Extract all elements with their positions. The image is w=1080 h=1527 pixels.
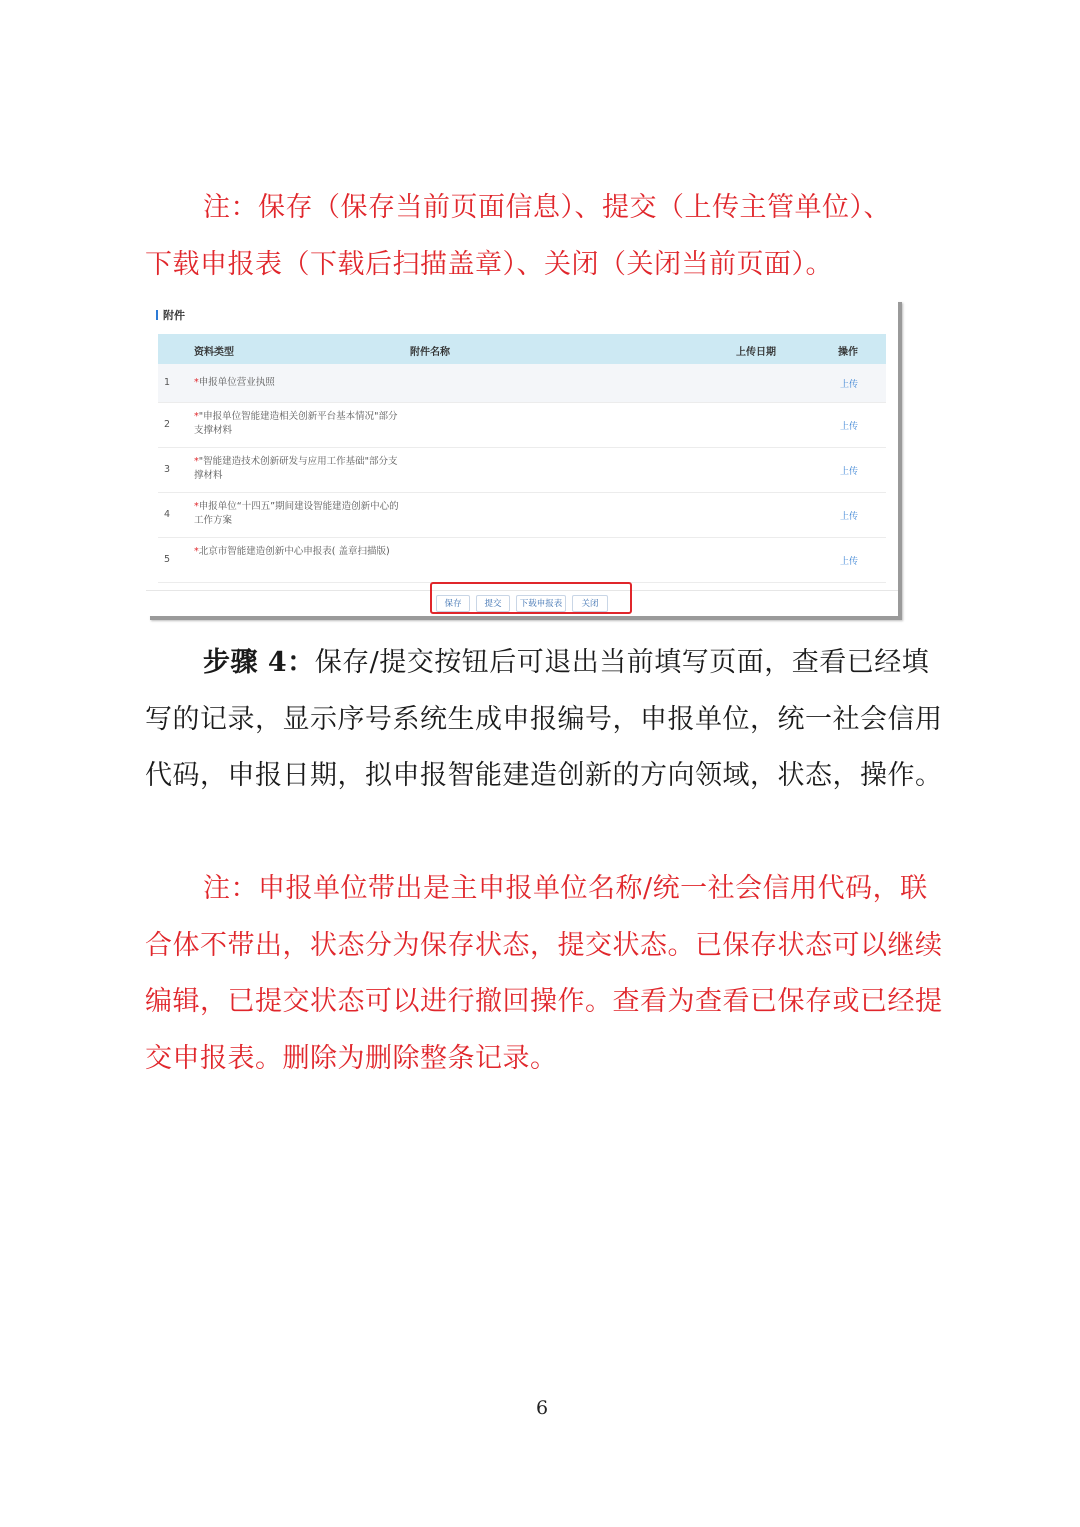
col-name: 附件名称 (410, 347, 450, 358)
upload-link[interactable]: 上传 (840, 467, 859, 477)
note-line-1: 注：保存（保存当前页面信息）、提交（上传主管单位）、 (203, 192, 891, 223)
row-type (194, 500, 404, 528)
upload-link[interactable]: 上传 (840, 422, 859, 432)
row-type (194, 455, 404, 483)
upload-link[interactable]: 上传 (840, 557, 859, 567)
required-mark: * (194, 501, 199, 512)
row-type-text: 北京市智能建造创新中心申报表( 盖章扫描版) (198, 546, 390, 557)
row-type (194, 545, 404, 559)
row-type (194, 410, 404, 438)
row-index: 2 (164, 419, 171, 430)
required-mark: * (194, 456, 199, 467)
required-mark: * (194, 377, 199, 388)
table-row (158, 364, 886, 403)
note-line-2: 下载申报表（下载后扫描盖章）、关闭（关闭当前页面）。 (145, 248, 833, 280)
table-header (158, 334, 886, 364)
row-index: 1 (164, 377, 171, 388)
note-buttons (145, 180, 950, 293)
note2-paragraph: 注：申报单位带出是主申报单位名称/统一社会信用代码，联合体不带出，状态分为保存状态，提交状态。已保存状态可以继续编辑，已提交状态可以进行撤回操作。查看为查看已保存或已经提交申报表。删除为删除整条记录。 (145, 873, 943, 1074)
attachments-table (158, 334, 886, 583)
table-row (158, 538, 886, 583)
step4-text: 保存/提交按钮后可退出当前填写页面，查看已经填写的记录，显示序号系统生成申报编号，申报单位，统一社会信用代码，申报日期，拟申报智能建造创新的方向领域，状态，操作。 (145, 647, 943, 791)
section-title (156, 307, 185, 323)
col-date: 上传日期 (736, 347, 776, 358)
col-type: 资料类型 (194, 347, 234, 358)
row-index: 4 (164, 509, 171, 520)
step4-paragraph (145, 635, 950, 805)
submit-button[interactable]: 提交 (476, 595, 510, 612)
required-mark: * (194, 411, 199, 422)
col-action: 操作 (838, 347, 858, 358)
table-row (158, 403, 886, 448)
attachments-screenshot (146, 298, 898, 616)
title-accent-bar (156, 310, 158, 320)
step4-label: 步骤 4： (203, 647, 315, 678)
row-type (194, 376, 404, 390)
upload-link[interactable]: 上传 (840, 380, 859, 390)
row-type-text: "申报单位智能建造相关创新平台基本情况"部分支撑材料 (194, 411, 398, 436)
upload-link[interactable]: 上传 (840, 512, 859, 522)
section-title-text: 附件 (163, 309, 185, 322)
table-row (158, 493, 886, 538)
row-type-text: 申报单位“十四五”期间建设智能建造创新中心的工作方案 (194, 501, 399, 526)
page-number: 6 (536, 1397, 549, 1419)
row-type-text: 申报单位营业执照 (198, 377, 275, 388)
close-button[interactable]: 关闭 (572, 595, 608, 612)
row-type-text: "智能建造技术创新研发与应用工作基础"部分支撑材料 (194, 456, 398, 481)
download-form-button[interactable]: 下载申报表 (516, 595, 566, 612)
required-mark: * (194, 546, 199, 557)
row-index: 5 (164, 554, 171, 565)
row-index: 3 (164, 464, 171, 475)
table-row (158, 448, 886, 493)
save-button[interactable]: 保存 (436, 595, 470, 612)
